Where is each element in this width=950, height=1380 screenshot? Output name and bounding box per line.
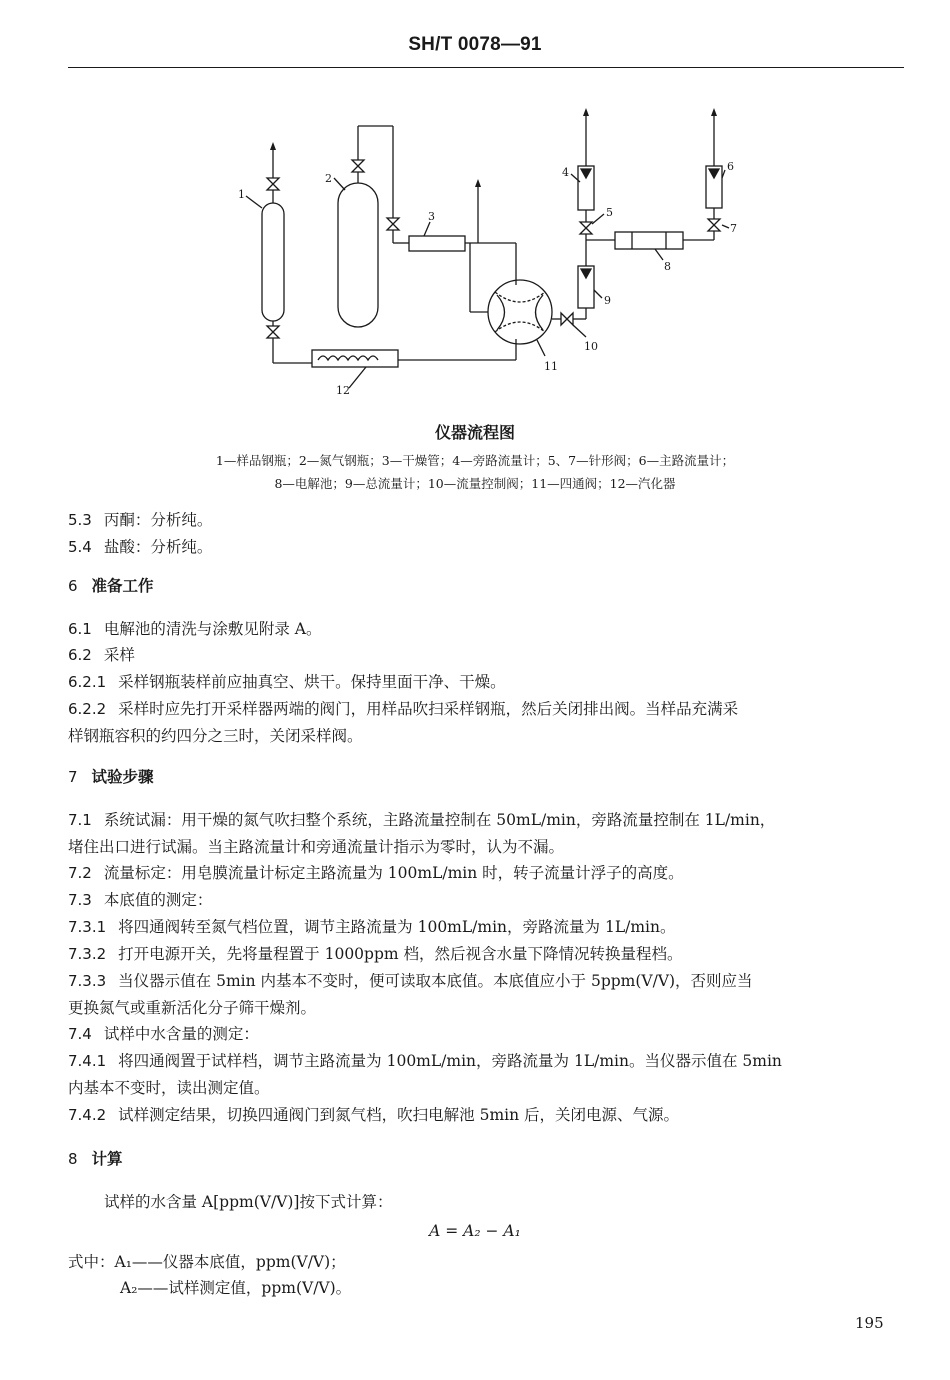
diagram-label-3: 3 [428,210,435,223]
clause-6-2-1: 6.2.1 采样钢瓶装样前应抽真空、烘干。保持里面干净、干燥。 [68,673,506,691]
where-a1: 式中：A₁——仪器本底值，ppm(V/V)； [68,1253,346,1271]
diagram-label-5: 5 [606,206,613,219]
diagram-label-1: 1 [238,188,245,201]
sample-cylinder-1 [262,203,284,321]
clause-7-3-3-cont: 更换氮气或重新活化分子筛干燥剂。 [68,999,317,1017]
nitrogen-cylinder-2 [338,183,378,327]
figure-title: 仪器流程图 [434,423,515,442]
drying-tube-3 [409,236,465,251]
clause-7-1: 7.1 系统试漏：用干燥的氮气吹扫整个系统，主路流量控制在 50mL/min，旁路流量控制在 1L/min， [68,811,776,829]
diagram-label-10: 10 [584,340,598,353]
section-6-heading: 6 准备工作 [68,577,154,595]
section-7-heading: 7 试验步骤 [68,768,154,786]
clause-7-3-2: 7.3.2 打开电源开关，先将量程置于 1000ppm 档，然后视含水量下降情况转换量程档。 [68,945,683,963]
clause-7-4-1: 7.4.1 将四通阀置于试样档，调节主路流量为 100mL/min，旁路流量为 1L/min。当仪器示值在 5min [68,1052,782,1070]
figure-legend-line-1: 1—样品钢瓶；2—氮气钢瓶；3—干燥管；4—旁路流量计；5、7—针形阀；6—主路流量计； [215,453,735,468]
clause-7-1-cont: 堵住出口进行试漏。当主路流量计和旁通流量计指示为零时，认为不漏。 [68,838,565,856]
clause-7-2: 7.2 流量标定：用皂膜流量计标定主路流量为 100mL/min 时，转子流量计浮子的高度。 [68,864,684,882]
clause-7-3-1: 7.3.1 将四通阀转至氮气档位置，调节主路流量为 100mL/min，旁路流量为 1L/min。 [68,918,676,936]
section-8-heading: 8 计算 [68,1150,123,1168]
clause-6-1: 6.1 电解池的清洗与涂敷见附录 A。 [68,620,322,638]
diagram-label-9: 9 [604,294,611,307]
clause-7-4: 7.4 试样中水含量的测定： [68,1025,259,1043]
clause-7-3-3: 7.3.3 当仪器示值在 5min 内基本不变时，便可读取本底值。本底值应小于 5ppm(V/V)，否则应当 [68,972,753,990]
formula: A = A₂ − A₁ [429,1222,521,1240]
page-number: 195 [855,1314,884,1332]
clause-7-3: 7.3 本底值的测定： [68,891,213,909]
clause-6-2: 6.2 采样 [68,646,135,664]
clause-6-2-2-cont: 样钢瓶容积的约四分之三时，关闭采样阀。 [68,727,363,745]
clause-6-2-2: 6.2.2 采样时应先打开采样器两端的阀门，用样品吹扫采样钢瓶，然后关闭排出阀。当样品充满采 [68,700,739,718]
header-rule [68,67,904,68]
electrolytic-cell-8 [615,232,683,249]
clause-5-3: 5.3 丙酮：分析纯。 [68,511,213,529]
clause-5-4: 5.4 盐酸：分析纯。 [68,538,213,556]
diagram-label-11: 11 [544,360,558,373]
diagram-label-6: 6 [727,160,734,173]
instrument-flow-diagram [0,90,950,410]
diagram-label-4: 4 [562,166,569,179]
diagram-label-2: 2 [325,172,332,185]
clause-7-4-2: 7.4.2 试样测定结果，切换四通阀门到氮气档，吹扫电解池 5min 后，关闭电源、气源。 [68,1106,680,1124]
calculation-intro: 试样的水含量 A[ppm(V/V)]按下式计算： [104,1193,393,1211]
four-way-valve-11 [488,280,552,344]
vaporizer-12 [312,350,398,367]
figure-legend-line-2: 8—电解池；9—总流量计；10—流量控制阀；11—四通阀；12—汽化器 [274,476,676,491]
diagram-label-7: 7 [730,222,737,235]
page-header-code: SH/T 0078—91 [408,34,542,55]
diagram-label-8: 8 [664,260,671,273]
where-a2: A₂——试样测定值，ppm(V/V)。 [120,1279,352,1297]
diagram-label-12: 12 [336,384,350,397]
clause-7-4-1-cont: 内基本不变时，读出测定值。 [68,1079,270,1097]
